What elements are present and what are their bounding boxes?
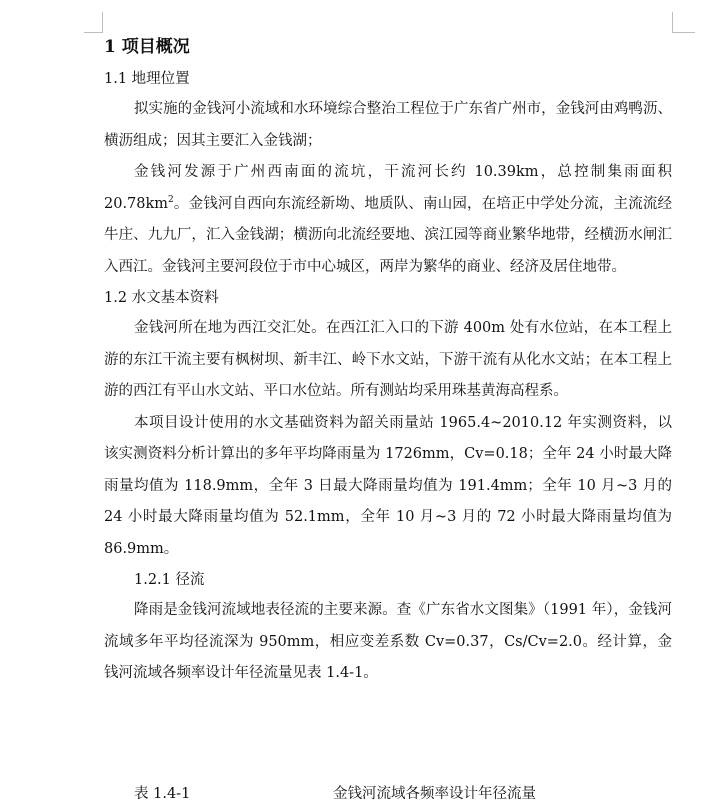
paragraph-runoff-1: 降雨是金钱河流域地表径流的主要来源。查《广东省水文图集》（1991 年），金钱河流域多年平均径流深为 950mm，相应变差系数 Cv=0.37，Cs/Cv=2.0。经计算，金钱河流域各频率设计年径流量见表 1.4-1。 [104, 602, 672, 681]
section-heading-location: 1.1 地理位置 [104, 71, 190, 87]
paragraph-location-2 [104, 157, 672, 283]
paragraph-hydrology-2: 本项目设计使用的水文基础资料为韶关雨量站 1965.4~2010.12 年实测资料，以该实测资料分析计算出的多年平均降雨量为 1726mm，Cv=0.18；全年 24 小时最大降雨量均值为 118.9mm，全年 3 日最大降雨量均值为 191.4mm；全年 10 月~3 月的 24 小时最大降雨量均值为 52.1mm，全年 10 月~3 月的 72 小时最大降雨量均值为 86.9mm。 [104, 414, 672, 557]
section-heading-hydrology: 1.2 水文基本资料 [104, 290, 219, 306]
chapter-heading: 1 项目概况 [104, 37, 190, 57]
table-caption-number: 表 1.4-1 [134, 786, 191, 802]
page-corner-mark-right [672, 12, 695, 33]
paragraph-location-2-part-b: 。金钱河自西向东流经新坳、地质队、南山园，在培正中学处分流，主流流经牛庄、九九厂，汇入金钱湖；横沥向北流经要地、滨江园等商业繁华地带，经横沥水闸汇入西江。金钱河主要河段位于市中心城区，两岸为繁华的商业、经济及居住地带。 [104, 195, 672, 275]
paragraph-location-1: 拟实施的金钱河小流域和水环境综合整治工程位于广东省广州市，金钱河由鸡鸭沥、横沥组成；因其主要汇入金钱湖； [104, 101, 672, 149]
page-corner-mark-left [84, 12, 103, 33]
superscript-2: 2 [168, 194, 174, 205]
table-caption-title: 金钱河流域各频率设计年径流量 [333, 786, 536, 802]
paragraph-hydrology-1: 金钱河所在地为西江交汇处。在西江汇入口的下游 400m 处有水位站，在本工程上游的东江干流主要有枫树坝、新丰江、岭下水文站，下游干流有从化水文站；在本工程上游的西江有平山水文站、平口水位站。所有测站均采用珠基黄海高程系。 [104, 320, 672, 399]
document-page [104, 34, 672, 690]
subsection-heading-runoff: 1.2.1 径流 [134, 572, 205, 588]
paragraph-location-2-part-a: 金钱河发源于广州西南面的流坑，干流河长约 10.39km，总控制集雨面积 20.78km [104, 164, 672, 212]
